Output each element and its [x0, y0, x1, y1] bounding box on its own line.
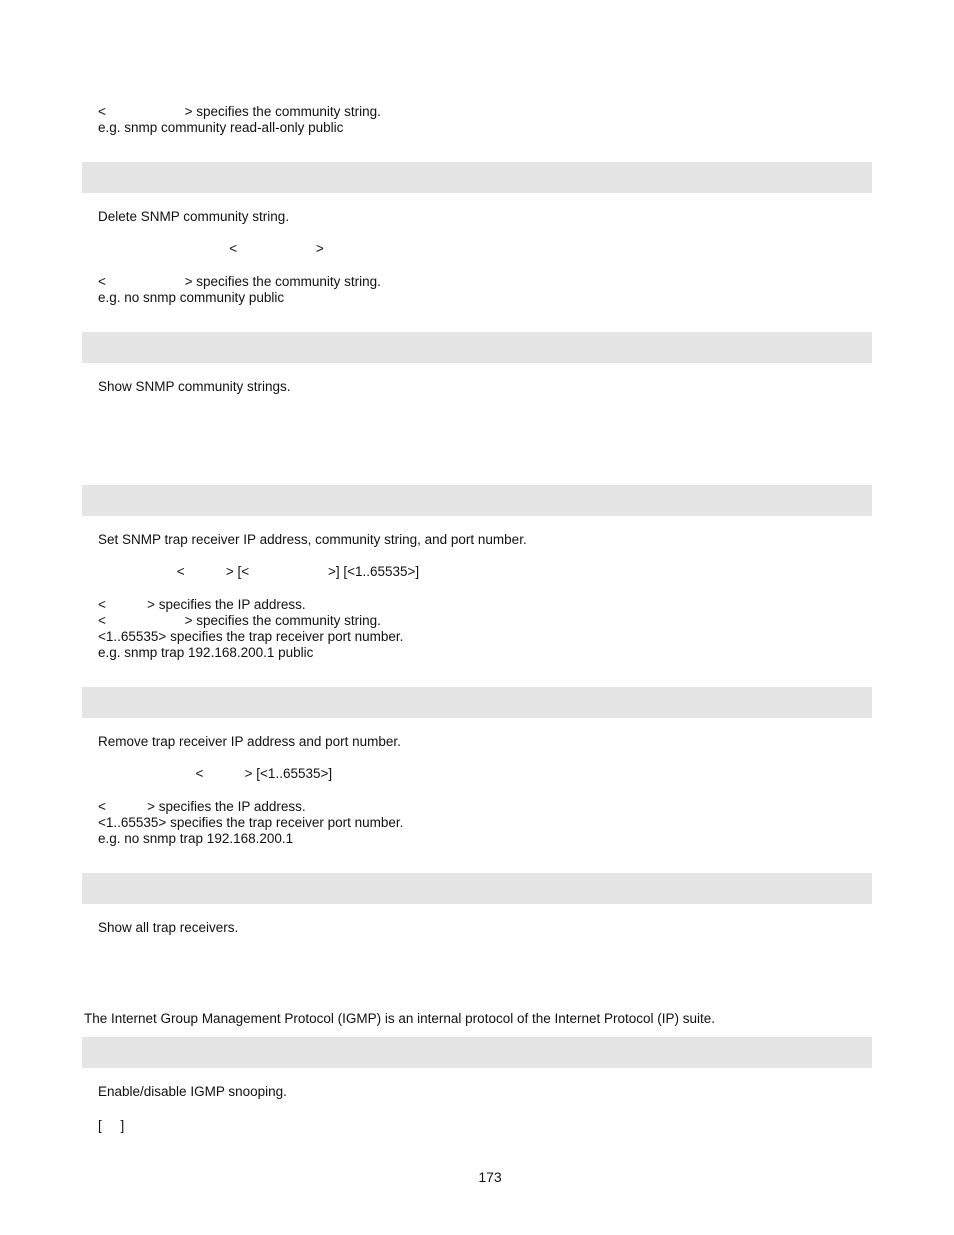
command-header-bar	[82, 485, 872, 516]
no-community-syntax: < >	[98, 241, 324, 256]
trap-syntax: < > [< >] [<1..65535>]	[98, 564, 420, 579]
no-trap-syntax: < > [<1..65535>]	[98, 766, 333, 781]
command-header-bar	[82, 1037, 872, 1068]
no-community-description: Delete SNMP community string.	[98, 209, 290, 224]
no-trap-example: e.g. no snmp trap 192.168.200.1	[98, 831, 294, 846]
igmp-intro-paragraph: The Internet Group Management Protocol (IGMP) is an internal protocol of the Internet Protocol (IP) suite.	[84, 1011, 716, 1026]
community-example: e.g. snmp community read-all-only public	[98, 120, 344, 135]
trap-description: Set SNMP trap receiver IP address, community string, and port number.	[98, 532, 527, 547]
trap-param-port: <1..65535> specifies the trap receiver port number.	[98, 629, 404, 644]
no-community-param-description: < > specifies the community string.	[98, 274, 381, 289]
command-header-bar	[82, 873, 872, 904]
no-trap-param-port: <1..65535> specifies the trap receiver port number.	[98, 815, 404, 830]
page-number: 173	[478, 1169, 502, 1185]
show-trap-description: Show all trap receivers.	[98, 920, 239, 935]
no-community-example: e.g. no snmp community public	[98, 290, 285, 305]
trap-param-ip: < > specifies the IP address.	[98, 597, 306, 612]
trap-example: e.g. snmp trap 192.168.200.1 public	[98, 645, 314, 660]
command-header-bar	[82, 687, 872, 718]
show-community-description: Show SNMP community strings.	[98, 379, 291, 394]
community-param-description: < > specifies the community string.	[98, 104, 381, 119]
trap-param-community: < > specifies the community string.	[98, 613, 381, 628]
igmp-description: Enable/disable IGMP snooping.	[98, 1084, 287, 1099]
no-trap-description: Remove trap receiver IP address and port number.	[98, 734, 401, 749]
command-header-bar	[82, 162, 872, 193]
igmp-syntax: [ ]	[98, 1118, 125, 1133]
no-trap-param-ip: < > specifies the IP address.	[98, 799, 306, 814]
command-header-bar	[82, 332, 872, 363]
